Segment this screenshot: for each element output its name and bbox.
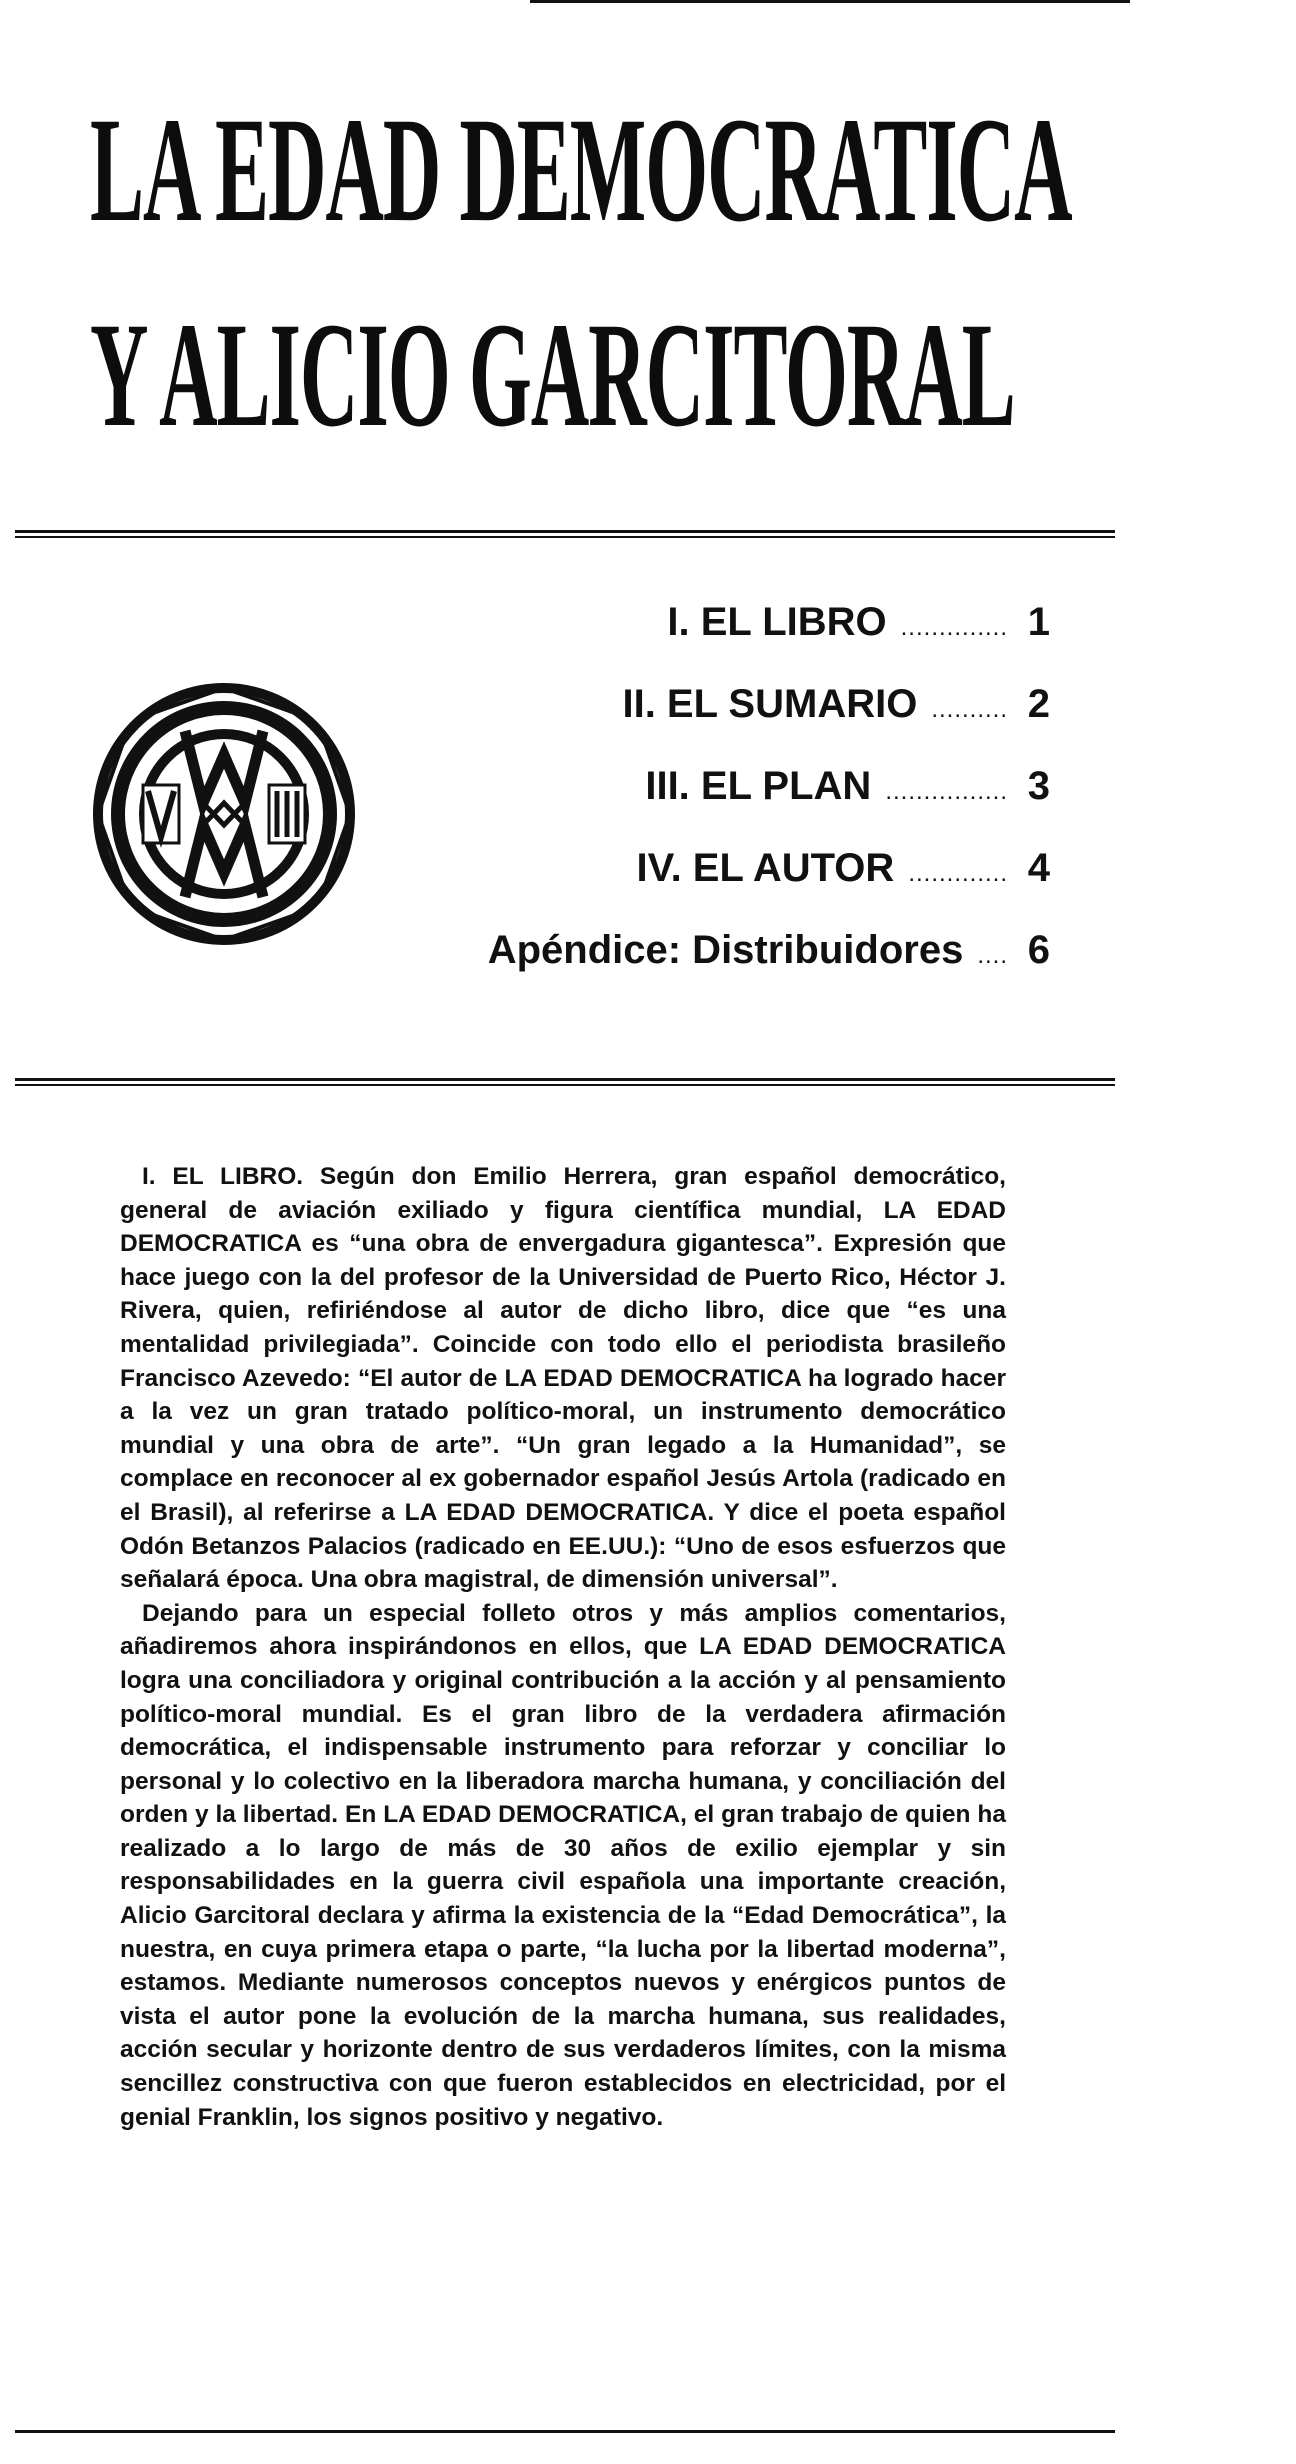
toc-item-autor[interactable]: [430, 846, 1050, 928]
toc-leader: ................: [885, 778, 1008, 805]
body-paragraph-1: I. EL LIBRO. Según don Emilio Herrera, gran español democrático, general de aviación exiliado y figura científica mundial, LA EDAD DEMOCRATICA es “una obra de envergadura gigantesca”. Expresión que hace juego con la del profesor de la Universidad de Puerto Rico, Héctor J. Rivera, quien, refiriéndose al autor de dicho libro, dice que “es una mentalidad privilegiada”. Coincide con todo ello el periodista brasileño Francisco Azevedo: “El autor de LA EDAD DEMOCRATICA ha logrado hacer a la vez un gran tratado político-moral, un instrumento democrático mundial y una obra de arte”. “Un gran legado a la Humanidad”, se complace en reconocer al ex gobernador español Jesús Artola (radicado en el Brasil), al referirse a LA EDAD DEMOCRATICA. Y dice el poeta español Odón Betanzos Palacios (radicado en EE.UU.): “Uno de esos esfuerzos que señalará época. Una obra magistral, de dimensión universal”.: [120, 1163, 1006, 1594]
double-rule-middle: [15, 1078, 1115, 1086]
toc-page-number: 6: [1027, 928, 1050, 972]
vwm-emblem-icon: [93, 683, 355, 945]
body-paragraph-2: Dejando para un especial folleto otros y más amplios comentarios, añadiremos ahora inspirándonos en ellos, que LA EDAD DEMOCRATICA logra una conciliadora y original contribución a la acción y al pensamiento político-moral mundial. Es el gran libro de la verdadera afirmación democrática, el indispensable instrumento para reforzar y conciliar lo personal y lo colectivo en la liberadora marcha humana, y conciliación del orden y la libertad. En LA EDAD DEMOCRATICA, el gran trabajo de quien ha realizado a lo largo de más de 30 años de exilio ejemplar y sin responsabilidades en la guerra civil española una importante creación, Alicio Garcitoral declara y afirma la existencia de la “Edad Democrática”, la nuestra, en cuya primera etapa o parte, “la lucha por la libertad moderna”, estamos. Mediante numerosos conceptos nuevos y enérgicos puntos de vista el autor pone la evolución de la marcha humana, sus realidades, acción secular y horizonte dentro de sus verdaderos límites, con la misma sencillez constructiva con que fueron establecidos en electricidad, por el genial Franklin, los signos positivo y negativo.: [120, 1599, 1006, 2131]
toc-item-sumario[interactable]: [430, 682, 1050, 764]
bottom-rule: [15, 2430, 1115, 2433]
toc-leader: ....: [977, 942, 1008, 969]
toc-item-libro[interactable]: [430, 600, 1050, 682]
emblem-right-numeral: [269, 785, 305, 843]
toc-leader: ..............: [900, 614, 1008, 641]
toc-leader: .............: [908, 860, 1008, 887]
toc-page-number: 2: [1027, 682, 1050, 726]
toc-label: III. EL PLAN: [645, 764, 872, 808]
toc-page-number: 1: [1027, 600, 1050, 644]
toc-leader: ..........: [931, 696, 1008, 723]
toc-label: IV. EL AUTOR: [636, 846, 895, 890]
table-of-contents: [430, 600, 1050, 1010]
toc-item-apendice[interactable]: [430, 928, 1050, 1010]
title-line-1: LA EDAD DEMOCRATICA: [90, 87, 1072, 253]
toc-label: Apéndice: Distribuidores: [487, 928, 964, 972]
double-rule-top: [15, 530, 1115, 538]
emblem-left-numeral: [143, 785, 179, 843]
toc-label: II. EL SUMARIO: [622, 682, 918, 726]
title-line-2: Y ALICIO GARCITORAL: [90, 292, 1015, 458]
toc-page-number: 3: [1027, 764, 1050, 808]
toc-item-plan[interactable]: [430, 764, 1050, 846]
toc-page-number: 4: [1027, 846, 1050, 890]
toc-label: I. EL LIBRO: [667, 600, 887, 644]
body-text: [120, 1160, 1006, 2134]
top-rule: [530, 0, 1130, 3]
